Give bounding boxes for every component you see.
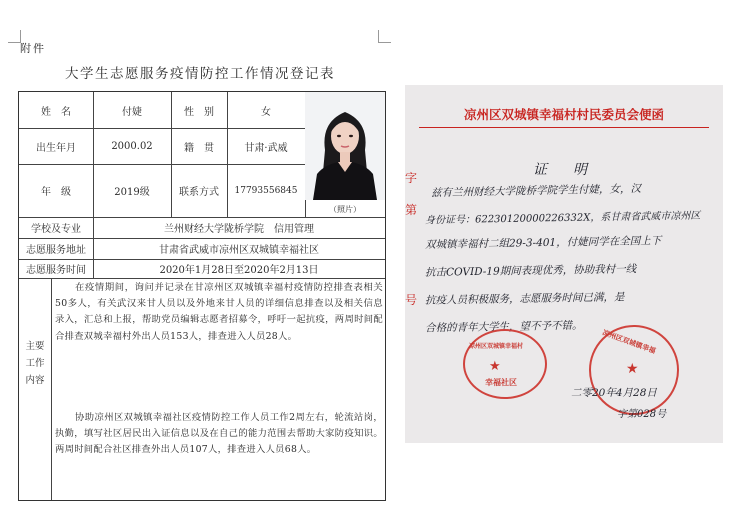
contact-label: 联系方式: [179, 187, 219, 198]
letter-reference: 字第028号: [617, 409, 667, 420]
birth-label: 出生年月: [36, 142, 76, 154]
stamp-star: ★: [489, 359, 501, 374]
handwritten-line: 身份证号：62230120000226332X，系甘肃省武威市凉州区: [424, 210, 701, 227]
margin-char: 字: [405, 171, 418, 185]
official-stamp-right: [589, 325, 679, 415]
work-content-paragraph-2: 协助凉州区双城镇幸福社区疫情防控工作人员工作2周左右，轮流站岗，执勤，填写社区居民出入证信息以及在自己的能力范围去帮助大家防疫知识。两周时间配合社区排查外出人员107人，排查进入人员68人。: [55, 412, 383, 456]
handwritten-line: 兹有兰州财经大学陇桥学院学生付婕，女，汉: [430, 182, 642, 200]
letterhead-title: 凉州区双城镇幸福村村民委员会便函: [463, 107, 664, 122]
birth-value: 2000.02: [111, 140, 153, 152]
portrait-image: [305, 92, 385, 200]
margin-char: 号: [405, 293, 418, 307]
student-photo: [305, 92, 385, 200]
grade-value: 2019级: [114, 187, 150, 198]
letterhead-rule: [419, 127, 709, 128]
school-value: 兰州财经大学陇桥学院 信用管理: [164, 224, 314, 235]
form-title: 大学生志愿服务疫情防控工作情况登记表: [65, 66, 335, 82]
service-time-label: 志愿服务时间: [26, 265, 86, 276]
service-time-value: 2020年1月28日至2020年2月13日: [159, 265, 319, 276]
origin-value: 甘肃·武威: [244, 142, 288, 154]
main-work-label: 主要工作内容: [25, 341, 45, 386]
grade-label: 年 级: [41, 187, 71, 198]
origin-label: 籍 贯: [184, 142, 214, 154]
handwritten-line: 抗疫人员积极服务，志愿服务时间已满，是: [424, 291, 625, 307]
page-corner-mark: [378, 30, 391, 43]
work-content-paragraph-1: 在疫情期间，询问并记录在甘凉州区双城镇幸福村疫情防控排查表相关50多人，有关武汉来甘人员以及外地来甘人员的详细信息排查以及相关信息录入，汇总和上报，帮助党员编辑志愿者招募令，呼吁一起抗疫，两周时间配合排查双城幸福村外出人员153人，排查进入人员28人。: [55, 282, 383, 342]
certificate-letter-photo: [405, 85, 723, 443]
stamp-center-text: 幸福社区: [485, 378, 517, 387]
contact-value: 17793556845: [234, 185, 298, 196]
margin-char: 第: [405, 203, 418, 217]
gender-label: 性 别: [184, 106, 214, 118]
handwritten-line: 抗击COVID-19期间表现优秀，协助我村一线: [424, 263, 637, 279]
service-place-value: 甘肃省武威市凉州区双城镇幸福社区: [159, 245, 319, 256]
handwritten-line: 合格的青年大学生，望不予不错。: [424, 319, 583, 335]
attachment-label: 附件: [20, 42, 46, 55]
school-label: 学校及专业: [31, 224, 81, 235]
registration-table: [18, 91, 386, 501]
handwritten-line: 双城镇幸福村二组29-3-401，付婕同学在全国上下: [424, 234, 662, 252]
name-label: 姓 名: [41, 106, 71, 118]
official-stamp-left: [463, 329, 547, 399]
name-value: 付婕: [122, 106, 142, 118]
letter-date: 二零20年4月28日: [571, 387, 657, 399]
service-place-label: 志愿服务地址: [26, 245, 86, 256]
gender-value: 女: [261, 106, 271, 118]
stamp-ring-text: 凉州区双城镇幸福: [601, 328, 657, 356]
photo-caption: （照片）: [329, 205, 361, 214]
stamp-ring-text: 凉州区双城镇幸福村: [469, 343, 524, 350]
stamp-star: ★: [626, 361, 639, 377]
certificate-heading: 证 明: [533, 162, 593, 178]
